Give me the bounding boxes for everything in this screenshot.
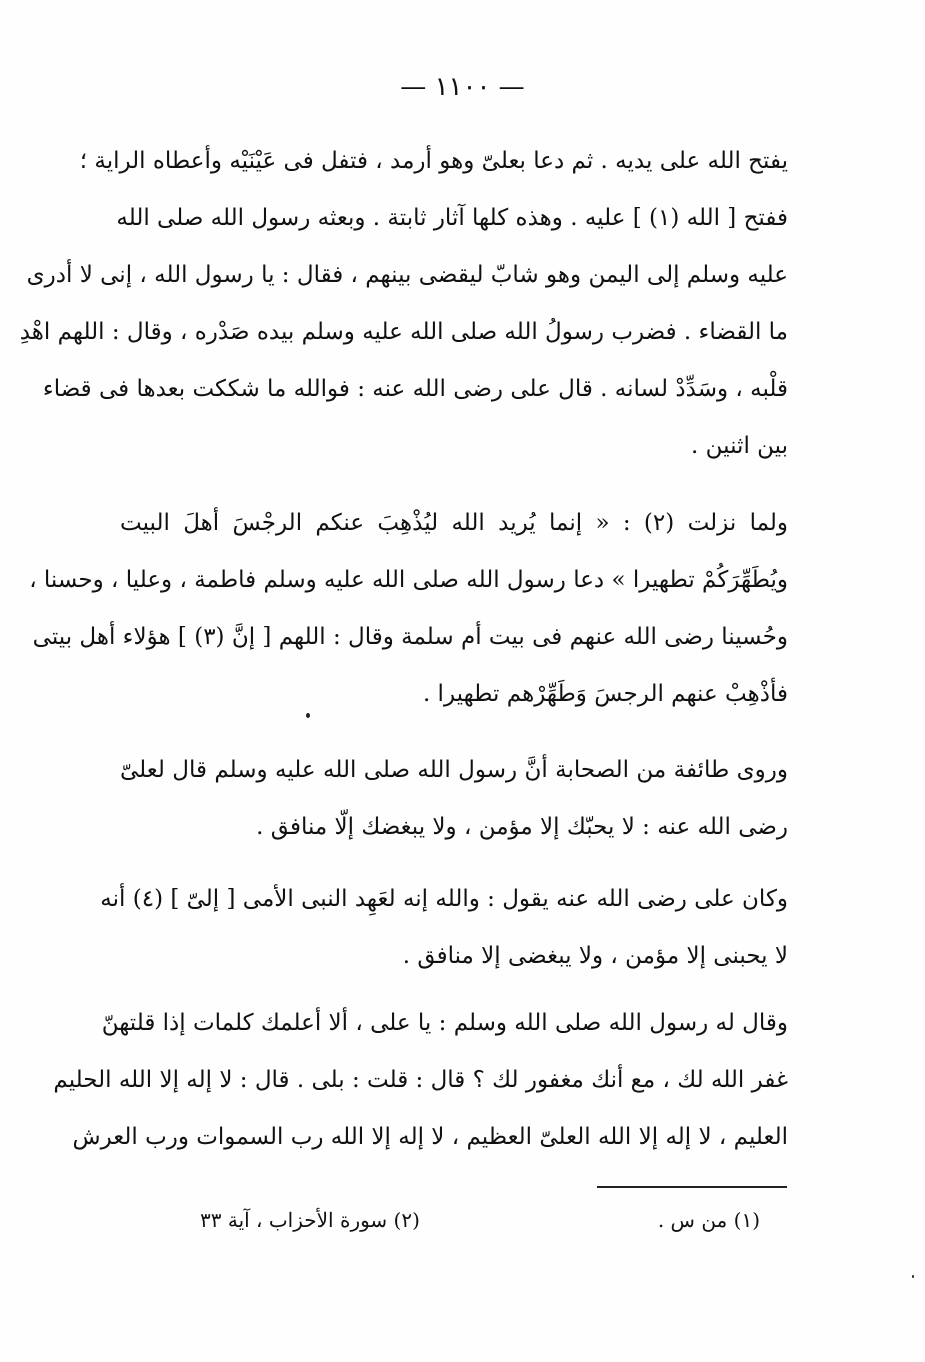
paragraph-3 [120,742,788,856]
text-line: قلْبه ، وسَدِّدْ لسانه . قال على رضى الله عنه : فوالله ما شككت بعدها فى قضاء [42,376,788,402]
text-line: ما القضاء . فضرب رسولُ الله صلى الله عليه وسلم بيده صَدْره ، وقال : اللهم اهْدِ [19,319,788,345]
paragraph-5 [53,995,788,1166]
text-line: رضى الله عنه : لا يحبّك إلا مؤمن ، ولا يبغضك إلّا منافق . [256,814,788,840]
footnote-2: (٢) سورة الأحزاب ، آية ٣٣ [200,1208,420,1232]
text-line: وكان على رضى الله عنه يقول : والله إنه لعَهِد النبى الأمى [ إلىّ ] (٤) أنه [100,886,788,912]
ink-speck [912,1275,914,1278]
text-line: لا يحبنى إلا مؤمن ، ولا يبغضى إلا منافق . [402,943,788,969]
text-line: ولما نزلت (٢) : « إنما يُريد الله ليُذْهِبَ عنكم الرجْسَ أهلَ البيت [120,510,788,536]
text-line: وقال له رسول الله صلى الله وسلم : يا على ، ألا أعلمك كلمات إذا قلتهنّ [101,1010,788,1036]
paragraph-1 [19,133,788,475]
text-line: غفر الله لك ، مع أنك مغفور لك ؟ قال : قلت : بلى . قال : لا إله إلا الله الحليم [53,1067,788,1093]
footnotes [200,1208,760,1244]
text-line: ويُطَهِّرَكُمْ تطهيرا » دعا رسول الله صلى الله عليه وسلم فاطمة ، وعليا ، وحسنا ، [29,567,788,593]
text-line: وروى طائفة من الصحابة أنَّ رسول الله صلى الله عليه وسلم قال لعلىّ [120,757,788,783]
text-line: عليه وسلم إلى اليمن وهو شابّ ليقضى بينهم ، فقال : يا رسول الله ، إنى لا أدرى [26,262,788,288]
footnote-1: (١) من س . [657,1208,760,1232]
ink-speck [306,713,310,718]
footnote-divider [597,1186,787,1188]
text-line: العليم ، لا إله إلا الله العلىّ العظيم ، لا إله إلا الله رب السموات ورب العرش [72,1124,788,1150]
paragraph-2 [29,495,788,723]
text-line: يفتح الله على يديه . ثم دعا بعلىّ وهو أرمد ، فتفل فى عَيْنَيْه وأعطاه الراية ؛ [79,148,788,174]
page-number: — ١١٠٠ — [400,72,525,102]
text-line: فأذْهِبْ عنهم الرجسَ وَطَهِّرْهم تطهيرا . [422,681,788,707]
paragraph-4 [100,871,788,985]
text-line: ففتح [ الله (١) ] عليه . وهذه كلها آثار ثابتة . وبعثه رسول الله صلى الله [116,205,788,231]
text-line: بين اثنين . [691,433,788,459]
text-line: وحُسينا رضى الله عنهم فى بيت أم سلمة وقال : اللهم [ إنَّ (٣) ] هؤلاء أهل بيتى [32,624,788,650]
